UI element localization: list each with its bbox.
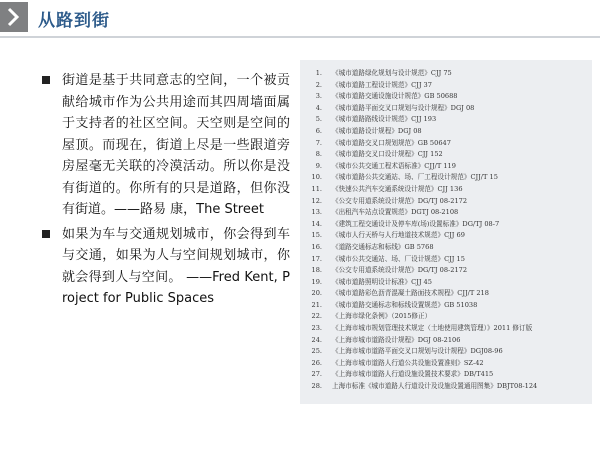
reference-item (300, 138, 592, 150)
reference-title: 《上海市城市道路设计规程》DGJ 08-2106 (332, 335, 461, 344)
reference-title: 《城市道路设计规程》DGJ 08 (332, 126, 422, 135)
reference-number: 20. (311, 289, 322, 298)
quote-bullet (40, 224, 290, 310)
square-bullet-icon (42, 230, 50, 238)
header-divider (0, 36, 600, 38)
reference-title: 《公交专用道系统设计规范》DG/TJ 08-2172 (332, 266, 468, 275)
reference-item (300, 207, 592, 219)
reference-number: 14. (311, 219, 322, 228)
reference-number: 13. (311, 208, 322, 217)
reference-title: 《上海市城市道路人行道设施设置技术要求》DB/T415 (332, 370, 494, 379)
reference-item (300, 103, 592, 115)
reference-title: 《公交专用道系统设计规范》DG/TJ 08-2172 (332, 196, 468, 205)
reference-item (300, 184, 592, 196)
reference-item (300, 288, 592, 300)
reference-number: 10. (311, 173, 322, 182)
reference-title: 《建筑工程交通设计及停车库(场)设置标准》DG/TJ 08-7 (332, 219, 500, 228)
reference-number: 1. (315, 69, 322, 77)
header-bar (0, 0, 600, 35)
reference-item (300, 230, 592, 242)
reference-number: 5. (315, 115, 322, 124)
reference-title: 《城市公共交通工程术语标准》CJJ/T 119 (332, 161, 456, 170)
reference-number: 26. (311, 358, 322, 367)
reference-title: 上海市标准《城市道路人行道设计及设施设置通用图集》DBJT08-124 (332, 382, 538, 391)
reference-title: 《城市道路公共交通站、场、厂工程设计规范》CJJ/T 15 (332, 173, 498, 182)
reference-title: 《城市道路照明设计标准》CJJ 45 (332, 277, 432, 286)
reference-item (300, 358, 592, 370)
reference-item (300, 346, 592, 358)
reference-item (300, 219, 592, 231)
reference-title: 《城市人行天桥与人行地道技术规范》CJJ 69 (332, 231, 465, 240)
reference-number: 22. (311, 312, 322, 321)
reference-title: 《出租汽车站点设置规范》DGTJ 08-2108 (332, 208, 459, 217)
reference-number: 24. (311, 335, 322, 344)
reference-number: 21. (311, 300, 322, 309)
reference-number: 2. (315, 80, 322, 89)
reference-item (300, 335, 592, 347)
reference-title: 《城市道路交叉口设计规程》CJJ 152 (332, 150, 443, 159)
reference-item (300, 242, 592, 254)
reference-number: 11. (311, 184, 322, 193)
logo (0, 2, 28, 32)
chevron-right-icon (0, 2, 28, 32)
reference-item (300, 91, 592, 103)
reference-title: 《上海市城市规划管理技术规定（土地使用建筑管理）》2011 修订版 (332, 324, 533, 333)
reference-title: 《城市道路工程设计规范》CJJ 37 (332, 80, 432, 89)
reference-title: 《上海市绿化条例》（2015修正） (332, 312, 432, 321)
reference-number: 23. (311, 324, 322, 333)
reference-item (300, 300, 592, 312)
reference-number: 17. (311, 254, 322, 263)
reference-number: 15. (311, 231, 322, 240)
reference-number: 19. (311, 277, 322, 286)
reference-title: 《城市道路交通标志和标线设置规范》GB 51038 (332, 300, 478, 309)
reference-title: 《道路交通标志和标线》GB 5768 (332, 242, 434, 251)
reference-number: 27. (311, 370, 322, 379)
square-bullet-icon (42, 76, 50, 84)
reference-item (300, 311, 592, 323)
reference-number: 12. (311, 196, 322, 205)
reference-title: 《城市道路绿化规划与设计规范》CJJ 75 (332, 69, 452, 77)
reference-item (300, 277, 592, 289)
reference-item (300, 68, 592, 80)
reference-panel (300, 60, 592, 404)
reference-item (300, 80, 592, 92)
reference-item (300, 381, 592, 393)
reference-title: 《城市道路路线设计规范》CJJ 193 (332, 115, 437, 124)
reference-number: 8. (315, 150, 322, 159)
reference-title: 《快速公共汽车交通系统设计规范》CJJ 136 (332, 184, 463, 193)
reference-list (300, 60, 592, 393)
quote-bullet (40, 70, 290, 221)
quote-text-louis-kahn: 街道是基于共同意志的空间，一个被贡献给城市作为公共用途而其四周墙面属于支持者的社区空间。天空则是空间的屋顶。而现在，街道上尽是一些跟道旁房屋毫无关联的冷漠活动。所以你是没有街道的。你所有的只是道路，但你没有街道。——路易 康，The Street (62, 73, 290, 217)
reference-item (300, 323, 592, 335)
reference-item (300, 149, 592, 161)
reference-item (300, 196, 592, 208)
reference-item (300, 161, 592, 173)
reference-title: 《城市道路彩色沥青混凝土路面技术规程》CJJ/T 218 (332, 289, 489, 298)
quote-text-fred-kent: 如果为车与交通规划城市，你会得到车与交通，如果为人与空间规划城市，你就会得到人与空间。 ——Fred Kent, Project for Public Spaces (62, 226, 290, 306)
reference-number: 25. (311, 347, 322, 356)
reference-number: 6. (315, 126, 322, 135)
reference-title: 《上海市城市道路人行道公共设施设置准则》SZ-42 (332, 358, 484, 367)
reference-item (300, 126, 592, 138)
reference-number: 16. (311, 242, 322, 251)
reference-item (300, 172, 592, 184)
reference-item (300, 254, 592, 266)
quote-list (40, 70, 290, 310)
reference-number: 28. (311, 382, 322, 391)
reference-title: 《城市道路平面交叉口规划与设计规程》DGJ 08 (332, 103, 475, 112)
reference-title: 《城市道路交叉口规划规范》GB 50647 (332, 138, 451, 147)
reference-number: 3. (315, 92, 322, 101)
reference-item (300, 265, 592, 277)
reference-item (300, 369, 592, 381)
reference-number: 9. (315, 161, 322, 170)
reference-title: 《上海市城市道路平面交叉口规划与设计规程》DGJ08-96 (332, 347, 503, 356)
reference-number: 18. (311, 266, 322, 275)
reference-title: 《城市道路交通设施设计规范》GB 50688 (332, 92, 458, 101)
reference-number: 7. (315, 138, 322, 147)
page-title: 从路到街 (38, 11, 110, 31)
reference-number: 4. (315, 103, 322, 112)
reference-title: 《城市公共交通站、场、厂设计规范》CJJ 15 (332, 254, 465, 263)
reference-item (300, 114, 592, 126)
